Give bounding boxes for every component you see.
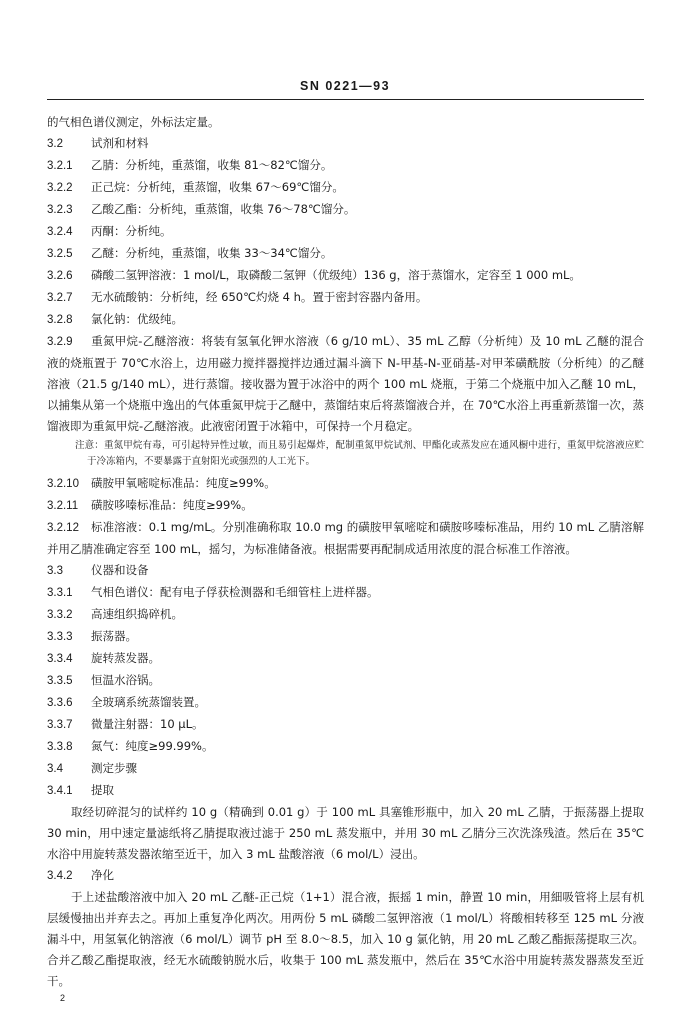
list-item <box>47 495 644 517</box>
item-text: 乙醚：分析纯，重蒸馏，收集 33～34℃馏分。 <box>91 246 333 260</box>
subsection-title: 提取 <box>91 783 114 797</box>
list-item-paragraph <box>47 517 644 560</box>
item-text: 磺胺甲氧嘧啶标准品：纯度≥99%。 <box>91 476 276 490</box>
item-number: 3.2.3 <box>47 204 73 216</box>
list-item <box>47 243 644 265</box>
item-text: 正己烷：分析纯，重蒸馏，收集 67～69℃馏分。 <box>91 180 344 194</box>
item-number: 3.2.2 <box>47 182 73 194</box>
item-text: 磷酸二氢钾溶液：1 mol/L，取磷酸二氢钾（优级纯）136 g，溶于蒸馏水，定容至 1 000 mL。 <box>91 268 581 282</box>
section-title: 测定步骤 <box>91 761 137 775</box>
list-item <box>47 473 644 495</box>
section-number: 3.2 <box>47 138 63 150</box>
item-number: 3.3.5 <box>47 675 73 687</box>
item-number: 3.2.5 <box>47 248 73 260</box>
page-number: 2 <box>60 993 66 1003</box>
list-item <box>47 265 644 287</box>
list-item <box>47 736 644 758</box>
list-item-paragraph <box>47 331 644 437</box>
list-item <box>47 221 644 243</box>
section-number: 3.3 <box>47 565 63 577</box>
section-number: 3.4 <box>47 763 63 775</box>
note-text: 重氮甲烷有毒，可引起特异性过敏，而且易引起爆炸，配制重氮甲烷试剂、甲酯化或蒸发应在通风橱中进行，重氮甲烷溶液应贮于冷冻箱内，不要暴露于直射阳光或强烈的人工光下。 <box>87 440 644 467</box>
item-number: 3.3.7 <box>47 719 73 731</box>
list-item <box>47 309 644 331</box>
item-text: 无水硫酸钠：分析纯，经 650℃灼烧 4 h。置于密封容器内备用。 <box>91 290 428 304</box>
section-title: 仪器和设备 <box>91 563 149 577</box>
list-item <box>47 692 644 714</box>
list-item <box>47 626 644 648</box>
item-text: 氮气：纯度≥99.99%。 <box>91 739 214 753</box>
list-item <box>47 604 644 626</box>
item-text: 振荡器。 <box>91 629 137 643</box>
item-number: 3.2.6 <box>47 270 73 282</box>
item-number: 3.2.7 <box>47 292 73 304</box>
item-text: 旋转蒸发器。 <box>91 651 160 665</box>
item-number: 3.4.2 <box>47 870 73 882</box>
item-text: 高速组织捣碎机。 <box>91 607 183 621</box>
item-number: 3.2.8 <box>47 314 73 326</box>
extraction-paragraph: 取经切碎混匀的试样约 10 g（精确到 0.01 g）于 100 mL 具塞锥形瓶中，加入 20 mL 乙腈，于振荡器上提取 30 min，用中速定量滤纸将乙腈提取液过滤于 250 mL 蒸发瓶中，并用 30 mL 乙腈分三次洗涤残渣。然后在 35℃水浴中用旋转蒸发器浓缩至近干，加入 3 mL 盐酸溶液（6 mol/L）浸出。 <box>47 805 644 861</box>
item-number: 3.4.1 <box>47 785 73 797</box>
note-label: 注意： <box>75 440 104 451</box>
item-number: 3.2.1 <box>47 160 73 172</box>
item-number: 3.3.3 <box>47 631 73 643</box>
list-item <box>47 670 644 692</box>
item-number: 3.2.4 <box>47 226 73 238</box>
list-item <box>47 582 644 604</box>
item-text: 丙酮：分析纯。 <box>91 224 172 238</box>
item-text: 氯化钠：优级纯。 <box>91 312 183 326</box>
list-item <box>47 714 644 736</box>
header-rule <box>47 99 644 100</box>
list-item <box>47 177 644 199</box>
item-number: 3.3.4 <box>47 653 73 665</box>
intro-line: 的气相色谱仪测定，外标法定量。 <box>47 115 220 129</box>
item-number: 3.2.10 <box>47 478 79 490</box>
item-number: 3.3.2 <box>47 609 73 621</box>
item-text: 气相色谱仪：配有电子俘获检测器和毛细管柱上进样器。 <box>91 585 379 599</box>
item-number: 3.2.9 <box>47 336 73 348</box>
section-title: 试剂和材料 <box>91 136 149 150</box>
section-3-3-heading <box>47 560 644 582</box>
item-text: 标准溶液：0.1 mg/mL。分别准确称取 10.0 mg 的磺胺甲氧嘧啶和磺胺哆嗪标准品，用约 10 mL 乙腈溶解并用乙腈准确定容至 100 mL，摇匀，为标准储备液。根据需要再配制成适用浓度的混合标准工作溶液。 <box>47 520 644 556</box>
item-text: 磺胺哆嗪标准品：纯度≥99%。 <box>91 498 253 512</box>
item-number: 3.3.6 <box>47 697 73 709</box>
item-text: 乙腈：分析纯，重蒸馏，收集 81～82℃馏分。 <box>91 158 333 172</box>
list-item <box>47 287 644 309</box>
item-number: 3.3.1 <box>47 587 73 599</box>
subsection-title: 净化 <box>91 868 114 882</box>
item-text: 重氮甲烷-乙醚溶液：将装有氢氧化钾水溶液（6 g/10 mL）、35 mL 乙醇（分析纯）及 10 mL 乙醚的混合液的烧瓶置于 70℃水浴上，边用磁力搅拌器搅拌边通过漏斗滴下 N-甲基-N-亚硝基-对甲苯磺酰胺（分析纯）的乙醚溶液（21.5 g/140 mL），进行蒸馏。接收器为置于冰浴中的两个 100 mL 烧瓶，于第二个烧瓶中加入乙醚 10 mL，以捕集从第一个烧瓶中逸出的气体重氮甲烷于乙醚中，蒸馏结束后将蒸馏液合并，在 70℃水浴上再重新蒸馏一次，蒸馏液即为重氮甲烷-乙醚溶液。此液密闭置于冰箱中，可保持一个月稳定。 <box>47 334 644 433</box>
item-text: 乙酸乙酯：分析纯，重蒸馏，收集 76～78℃馏分。 <box>91 202 356 216</box>
document-body <box>47 112 644 992</box>
list-item <box>47 648 644 670</box>
list-item <box>47 155 644 177</box>
section-3-2-heading <box>47 133 644 155</box>
item-number: 3.2.11 <box>47 500 79 512</box>
item-number: 3.3.8 <box>47 741 73 753</box>
subsection-3-4-1-heading <box>47 780 644 802</box>
subsection-3-4-2-heading <box>47 865 644 887</box>
list-item <box>47 199 644 221</box>
item-text: 全玻璃系统蒸馏装置。 <box>91 695 206 709</box>
cleanup-paragraph: 于上述盐酸溶液中加入 20 mL 乙醚-正己烷（1+1）混合液，振摇 1 min，静置 10 min，用細吸管将上层有机层缓慢抽出并弃去之。再加上重复净化两次。用两份 5 mL 磷酸二氢钾溶液（1 mol/L）将酸相转移至 125 mL 分液漏斗中，用氢氧化钠溶液（6 mol/L）调节 pH 至 8.0～8.5，加入 10 g 氯化钠，用 20 mL 乙酸乙酯振荡提取三次。合并乙酸乙酯提取液，经无水硫酸钠脱水后，收集于 100 mL 蒸发瓶中，然后在 35℃水浴中用旋转蒸发器蒸发至近干。 <box>47 890 644 988</box>
standard-code-header: SN 0221—93 <box>300 79 391 93</box>
item-number: 3.2.12 <box>47 522 79 534</box>
section-3-4-heading <box>47 758 644 780</box>
safety-note <box>47 438 644 470</box>
item-text: 微量注射器：10 μL。 <box>91 717 204 731</box>
item-text: 恒温水浴锅。 <box>91 673 160 687</box>
